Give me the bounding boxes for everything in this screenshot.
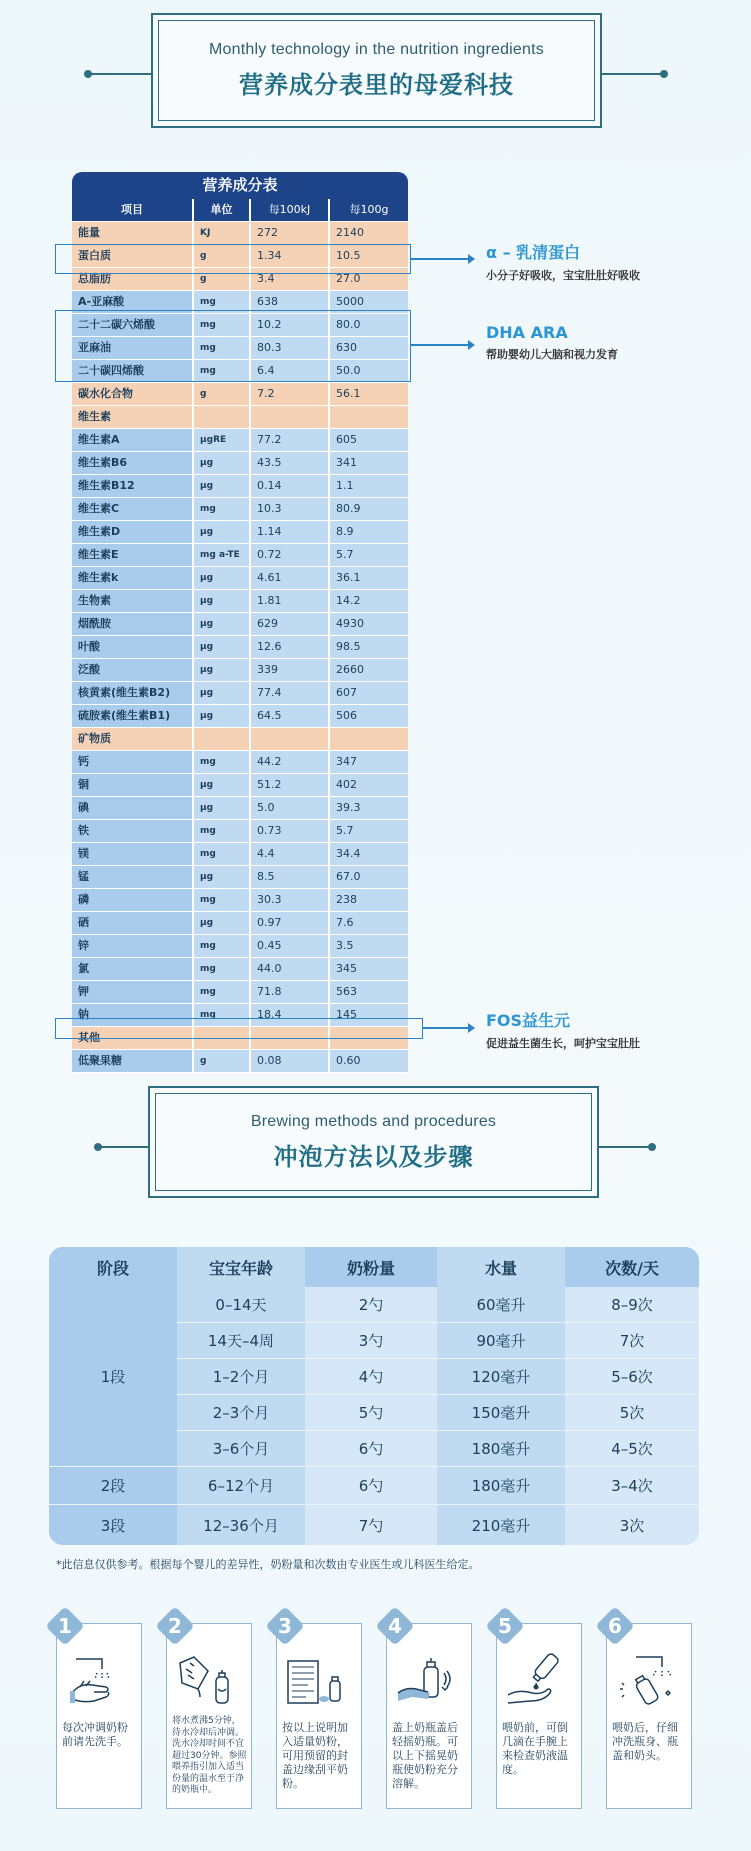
nutrient-name: 能量 bbox=[72, 222, 194, 244]
step-4 bbox=[378, 1613, 470, 1811]
nutrition-row bbox=[72, 636, 408, 659]
value-per-100g: 5000 bbox=[336, 295, 364, 308]
nutrient-unit: KJ bbox=[194, 222, 251, 244]
value-per-100g: 50.0 bbox=[336, 364, 361, 377]
nutrient-unit: mg bbox=[194, 889, 251, 911]
value-per-100kj: 18.4 bbox=[251, 1004, 330, 1026]
value-per-100kj bbox=[251, 406, 330, 428]
value-per-100g: 98.5 bbox=[336, 640, 361, 653]
step-text: 喂奶前，可倒几滴在手腕上来检查奶液温度。 bbox=[502, 1721, 568, 1776]
brew-age: 0–14天 bbox=[177, 1287, 305, 1323]
nutrient-name: 维生素C bbox=[72, 498, 194, 520]
step-number-badge: 4 bbox=[376, 1607, 414, 1645]
brew-powder: 7勺 bbox=[305, 1505, 437, 1545]
nutrient-unit: mg bbox=[194, 291, 251, 313]
brew-powder: 3勺 bbox=[305, 1323, 437, 1359]
nutrient-name: 维生素A bbox=[72, 429, 194, 451]
header-en-title: Brewing methods and procedures bbox=[250, 1112, 497, 1130]
value-per-100g: 238 bbox=[336, 893, 357, 906]
nutrition-row bbox=[72, 406, 408, 429]
nutrient-name: 氯 bbox=[72, 958, 194, 980]
nutrition-row bbox=[72, 590, 408, 613]
value-per-100g: 36.1 bbox=[336, 571, 361, 584]
nutrition-row bbox=[72, 866, 408, 889]
brew-stage-3: 3段 bbox=[49, 1505, 177, 1545]
step-6 bbox=[598, 1613, 690, 1811]
step-card bbox=[606, 1623, 692, 1809]
step-text: 喂奶后，仔细冲洗瓶身、瓶盖和奶头。 bbox=[612, 1721, 678, 1762]
nutrient-name: 低聚果糖 bbox=[72, 1050, 194, 1072]
brew-stage-1: 1段 bbox=[49, 1287, 177, 1467]
nutrient-name: 硫胺素(维生素B1) bbox=[72, 705, 194, 727]
header-line-right bbox=[596, 1146, 651, 1148]
value-per-100g: 34.4 bbox=[336, 847, 361, 860]
value-per-100g bbox=[330, 728, 408, 750]
value-per-100g: 56.1 bbox=[336, 387, 361, 400]
nutrient-name: 泛酸 bbox=[72, 659, 194, 681]
highlight-fos bbox=[55, 1018, 423, 1039]
value-per-100kj: 339 bbox=[251, 659, 330, 681]
annotation-desc: 小分子好吸收，宝宝肚肚好吸收 bbox=[486, 269, 640, 282]
step-number-badge: 6 bbox=[596, 1607, 634, 1645]
nutrition-table-header bbox=[72, 199, 408, 222]
nutrient-unit: μg bbox=[194, 866, 251, 888]
value-per-100g: 347 bbox=[336, 755, 357, 768]
value-per-100kj: 0.73 bbox=[251, 820, 330, 842]
value-per-100kj: 44.0 bbox=[251, 958, 330, 980]
nutrition-row bbox=[72, 705, 408, 728]
brew-times: 4–5次 bbox=[565, 1431, 699, 1467]
nutrition-row bbox=[72, 774, 408, 797]
nutrient-unit: g bbox=[194, 268, 251, 290]
nutrition-row bbox=[72, 820, 408, 843]
value-per-100kj: 51.2 bbox=[251, 774, 330, 796]
brew-water: 210毫升 bbox=[437, 1505, 565, 1545]
value-per-100kj: 77.2 bbox=[251, 429, 330, 451]
nutrient-name: 核黄素(维生素B2) bbox=[72, 682, 194, 704]
header-line-left bbox=[87, 73, 152, 75]
nutrient-name: 二十碳四烯酸 bbox=[72, 360, 194, 382]
nutrient-unit: μg bbox=[194, 567, 251, 589]
value-per-100kj: 1.81 bbox=[251, 590, 330, 612]
value-per-100kj: 64.5 bbox=[251, 705, 330, 727]
value-per-100g: 7.6 bbox=[336, 916, 354, 929]
value-per-100kj: 10.3 bbox=[251, 498, 330, 520]
brewing-table bbox=[49, 1247, 699, 1545]
value-per-100g: 10.5 bbox=[336, 249, 361, 262]
nutrition-row bbox=[72, 429, 408, 452]
value-per-100g: 80.0 bbox=[336, 318, 361, 331]
step-card bbox=[56, 1623, 142, 1809]
brew-age: 6–12个月 bbox=[177, 1467, 305, 1505]
value-per-100kj: 272 bbox=[251, 222, 330, 244]
value-per-100g: 5.7 bbox=[336, 824, 354, 837]
header-dot-right bbox=[660, 70, 668, 78]
value-per-100kj: 77.4 bbox=[251, 682, 330, 704]
header-dot-left bbox=[94, 1143, 102, 1151]
nutrient-unit: mg bbox=[194, 498, 251, 520]
nutrient-name: 镁 bbox=[72, 843, 194, 865]
nutrition-row bbox=[72, 222, 408, 245]
annotation-title: FOS益生元 bbox=[486, 1011, 571, 1030]
brew-header-stage: 阶段 bbox=[49, 1247, 177, 1287]
value-per-100kj: 43.5 bbox=[251, 452, 330, 474]
annotation-title: α – 乳清蛋白 bbox=[486, 243, 581, 262]
arrow-protein bbox=[411, 258, 473, 260]
col-header-unit: 单位 bbox=[194, 199, 251, 221]
step-number-badge: 2 bbox=[156, 1607, 194, 1645]
nutrient-name: 维生素k bbox=[72, 567, 194, 589]
shake-bottle-icon bbox=[396, 1653, 456, 1709]
nutrient-name: 锌 bbox=[72, 935, 194, 957]
value-per-100g: 14.2 bbox=[336, 594, 361, 607]
value-per-100g: 4930 bbox=[336, 617, 364, 630]
value-per-100kj: 44.2 bbox=[251, 751, 330, 773]
nutrient-name: 蛋白质 bbox=[72, 245, 194, 267]
brew-water: 120毫升 bbox=[437, 1359, 565, 1395]
step-3 bbox=[268, 1613, 360, 1811]
nutrition-row bbox=[72, 981, 408, 1004]
nutrient-name: 维生素 bbox=[72, 406, 194, 428]
nutrient-name: 碳水化合物 bbox=[72, 383, 194, 405]
annotation-protein bbox=[486, 240, 640, 283]
brew-times: 7次 bbox=[565, 1323, 699, 1359]
scoop-powder-icon bbox=[286, 1653, 346, 1709]
nutrient-unit: μg bbox=[194, 774, 251, 796]
nutrient-unit: μg bbox=[194, 659, 251, 681]
value-per-100g: 8.9 bbox=[336, 525, 354, 538]
brew-age: 3–6个月 bbox=[177, 1431, 305, 1467]
section-header-nutrition bbox=[151, 13, 602, 128]
brewing-note: *此信息仅供参考。根据每个婴儿的差异性，奶粉量和次数由专业医生或儿科医生给定。 bbox=[56, 1558, 480, 1571]
value-per-100g: 402 bbox=[336, 778, 357, 791]
header-cn-title: 冲泡方法以及步骤 bbox=[273, 1142, 474, 1171]
nutrient-unit: mg bbox=[194, 1004, 251, 1026]
annotation-fos bbox=[486, 1008, 640, 1051]
value-per-100kj: 638 bbox=[251, 291, 330, 313]
nutrition-row bbox=[72, 498, 408, 521]
brew-water: 60毫升 bbox=[437, 1287, 565, 1323]
nutrient-name: 维生素B12 bbox=[72, 475, 194, 497]
nutrition-row bbox=[72, 567, 408, 590]
nutrient-unit: mg bbox=[194, 314, 251, 336]
value-per-100kj bbox=[251, 728, 330, 750]
nutrient-name: 维生素D bbox=[72, 521, 194, 543]
value-per-100g: 605 bbox=[336, 433, 357, 446]
value-per-100g: 563 bbox=[336, 985, 357, 998]
nutrient-unit bbox=[194, 406, 251, 428]
nutrient-unit: μg bbox=[194, 682, 251, 704]
brew-times: 5–6次 bbox=[565, 1359, 699, 1395]
nutrient-unit: μg bbox=[194, 613, 251, 635]
arrow-dha-ara bbox=[411, 344, 473, 346]
value-per-100kj: 71.8 bbox=[251, 981, 330, 1003]
header-dot-right bbox=[648, 1143, 656, 1151]
value-per-100kj: 6.4 bbox=[251, 360, 330, 382]
value-per-100g: 630 bbox=[336, 341, 357, 354]
brew-powder: 2勺 bbox=[305, 1287, 437, 1323]
nutrient-unit: μg bbox=[194, 452, 251, 474]
hand-wash-icon bbox=[66, 1653, 126, 1709]
annotation-dha-ara bbox=[486, 323, 618, 362]
nutrient-unit: μg bbox=[194, 590, 251, 612]
value-per-100kj: 30.3 bbox=[251, 889, 330, 911]
value-per-100kj: 80.3 bbox=[251, 337, 330, 359]
nutrient-unit: g bbox=[194, 383, 251, 405]
annotation-desc: 帮助婴幼儿大脑和视力发育 bbox=[486, 348, 618, 361]
nutrition-row bbox=[72, 544, 408, 567]
nutrient-unit: mg bbox=[194, 751, 251, 773]
nutrient-unit: mg bbox=[194, 820, 251, 842]
value-per-100kj: 4.4 bbox=[251, 843, 330, 865]
nutrient-unit: mg bbox=[194, 935, 251, 957]
nutrient-unit: g bbox=[194, 245, 251, 267]
step-text: 盖上奶瓶盖后轻摇奶瓶。可以上下摇晃奶瓶使奶粉充分溶解。 bbox=[392, 1721, 458, 1790]
brew-powder: 5勺 bbox=[305, 1395, 437, 1431]
value-per-100g: 0.60 bbox=[336, 1054, 361, 1067]
arrow-fos bbox=[423, 1027, 473, 1029]
step-number-badge: 1 bbox=[46, 1607, 84, 1645]
brew-powder: 6勺 bbox=[305, 1431, 437, 1467]
value-per-100g: 5.7 bbox=[336, 548, 354, 561]
nutrition-row bbox=[72, 935, 408, 958]
nutrient-name: 锰 bbox=[72, 866, 194, 888]
brew-powder: 4勺 bbox=[305, 1359, 437, 1395]
value-per-100g: 341 bbox=[336, 456, 357, 469]
nutrient-unit: μg bbox=[194, 912, 251, 934]
kettle-bottle-icon bbox=[176, 1653, 236, 1709]
value-per-100kj: 0.97 bbox=[251, 912, 330, 934]
nutrition-row bbox=[72, 728, 408, 751]
brew-age: 12–36个月 bbox=[177, 1505, 305, 1545]
brew-age: 14天–4周 bbox=[177, 1323, 305, 1359]
col-header-item: 项目 bbox=[72, 199, 194, 221]
nutrient-unit: μg bbox=[194, 475, 251, 497]
nutrition-row bbox=[72, 958, 408, 981]
value-per-100kj: 5.0 bbox=[251, 797, 330, 819]
nutrient-unit: mg bbox=[194, 958, 251, 980]
brew-water: 180毫升 bbox=[437, 1431, 565, 1467]
value-per-100g: 506 bbox=[336, 709, 357, 722]
brew-times: 8–9次 bbox=[565, 1287, 699, 1323]
nutrition-row bbox=[72, 383, 408, 406]
nutrition-row bbox=[72, 797, 408, 820]
nutrient-name: 钙 bbox=[72, 751, 194, 773]
nutrition-row bbox=[72, 889, 408, 912]
brew-header-age: 宝宝年龄 bbox=[177, 1247, 305, 1287]
brew-stage-2: 2段 bbox=[49, 1467, 177, 1505]
nutrient-name: 维生素B6 bbox=[72, 452, 194, 474]
value-per-100kj: 12.6 bbox=[251, 636, 330, 658]
nutrient-name: 钠 bbox=[72, 1004, 194, 1026]
header-line-left bbox=[97, 1146, 152, 1148]
step-1 bbox=[48, 1613, 140, 1811]
step-number-badge: 3 bbox=[266, 1607, 304, 1645]
brew-water: 150毫升 bbox=[437, 1395, 565, 1431]
nutrition-row bbox=[72, 659, 408, 682]
nutrient-name: 烟酰胺 bbox=[72, 613, 194, 635]
value-per-100g: 27.0 bbox=[336, 272, 361, 285]
nutrient-unit: g bbox=[194, 1050, 251, 1072]
brew-water: 90毫升 bbox=[437, 1323, 565, 1359]
col-header-per-g: 每100g bbox=[349, 203, 389, 216]
brew-age: 2–3个月 bbox=[177, 1395, 305, 1431]
nutrition-row bbox=[72, 613, 408, 636]
nutrition-row bbox=[72, 1050, 408, 1073]
nutrient-name: 碘 bbox=[72, 797, 194, 819]
nutrition-row bbox=[72, 475, 408, 498]
header-dot-left bbox=[84, 70, 92, 78]
brew-header-times: 次数/天 bbox=[565, 1247, 699, 1287]
nutrient-unit: μg bbox=[194, 797, 251, 819]
brew-header-water: 水量 bbox=[437, 1247, 565, 1287]
value-per-100g bbox=[330, 406, 408, 428]
header-line-right bbox=[601, 73, 663, 75]
section-header-brewing bbox=[148, 1086, 599, 1198]
header-cn-title: 营养成分表里的母爱科技 bbox=[239, 71, 514, 99]
nutrient-unit: μg bbox=[194, 705, 251, 727]
nutrient-name: 其他 bbox=[72, 1027, 194, 1049]
step-text: 每次冲调奶粉前请先洗手。 bbox=[62, 1721, 128, 1748]
value-per-100kj: 0.14 bbox=[251, 475, 330, 497]
highlight-protein bbox=[55, 244, 411, 274]
annotation-desc: 促进益生菌生长，呵护宝宝肚肚 bbox=[486, 1037, 640, 1050]
value-per-100g: 145 bbox=[336, 1008, 357, 1021]
nutrient-unit: mg bbox=[194, 337, 251, 359]
header-en-title: Monthly technology in the nutrition ingredients bbox=[209, 41, 544, 58]
brew-age: 1–2个月 bbox=[177, 1359, 305, 1395]
nutrient-unit: mg a-TE bbox=[194, 544, 251, 566]
value-per-100kj: 3.4 bbox=[251, 268, 330, 290]
brew-times: 3–4次 bbox=[565, 1467, 699, 1505]
value-per-100g: 39.3 bbox=[336, 801, 361, 814]
value-per-100kj: 0.45 bbox=[251, 935, 330, 957]
nutrient-name: 硒 bbox=[72, 912, 194, 934]
value-per-100kj: 0.72 bbox=[251, 544, 330, 566]
value-per-100g: 67.0 bbox=[336, 870, 361, 883]
step-number-badge: 5 bbox=[486, 1607, 524, 1645]
nutrition-row bbox=[72, 521, 408, 544]
nutrient-name: 钾 bbox=[72, 981, 194, 1003]
nutrition-row bbox=[72, 843, 408, 866]
nutrient-unit: mg bbox=[194, 843, 251, 865]
value-per-100g: 2140 bbox=[336, 226, 364, 239]
nutrient-name: A-亚麻酸 bbox=[72, 291, 194, 313]
value-per-100g: 3.5 bbox=[336, 939, 354, 952]
highlight-dha-ara bbox=[55, 310, 411, 382]
nutrition-row bbox=[72, 452, 408, 475]
nutrient-name: 生物素 bbox=[72, 590, 194, 612]
brew-times: 3次 bbox=[565, 1505, 699, 1545]
nutrient-name: 铁 bbox=[72, 820, 194, 842]
col-header-per-kj: 每100kJ bbox=[251, 199, 330, 221]
nutrient-name: 亚麻油 bbox=[72, 337, 194, 359]
rinse-bottle-icon bbox=[616, 1653, 676, 1709]
step-5 bbox=[488, 1613, 580, 1811]
wrist-test-icon bbox=[506, 1653, 566, 1709]
value-per-100kj: 1.34 bbox=[251, 245, 330, 267]
value-per-100kj: 10.2 bbox=[251, 314, 330, 336]
step-text: 将水煮沸5分钟，待水冷却后冲调。洗水冷却时间不宜超过30分钟。参照喂养指引加入适当份量的温水至于净的奶瓶中。 bbox=[172, 1716, 247, 1795]
nutrient-unit: μg bbox=[194, 636, 251, 658]
step-2 bbox=[158, 1613, 250, 1811]
nutrient-unit: mg bbox=[194, 981, 251, 1003]
nutrient-unit bbox=[194, 728, 251, 750]
nutrition-row bbox=[72, 751, 408, 774]
nutrient-name: 铜 bbox=[72, 774, 194, 796]
nutrient-name: 二十二碳六烯酸 bbox=[72, 314, 194, 336]
nutrient-name: 总脂肪 bbox=[72, 268, 194, 290]
value-per-100kj: 629 bbox=[251, 613, 330, 635]
brew-water: 180毫升 bbox=[437, 1467, 565, 1505]
step-text: 按以上说明加入适量奶粉，可用预留的封盖边缘刮平奶粉。 bbox=[282, 1721, 348, 1790]
value-per-100g: 2660 bbox=[336, 663, 364, 676]
nutrition-table bbox=[72, 172, 408, 1073]
brew-times: 5次 bbox=[565, 1395, 699, 1431]
nutrient-unit: mg bbox=[194, 360, 251, 382]
nutrient-name: 叶酸 bbox=[72, 636, 194, 658]
brew-powder: 6勺 bbox=[305, 1467, 437, 1505]
step-card bbox=[496, 1623, 582, 1809]
nutrition-row bbox=[72, 682, 408, 705]
annotation-title: DHA ARA bbox=[486, 323, 568, 342]
value-per-100kj: 0.08 bbox=[251, 1050, 330, 1072]
value-per-100kj: 8.5 bbox=[251, 866, 330, 888]
nutrient-name: 磷 bbox=[72, 889, 194, 911]
value-per-100g: 607 bbox=[336, 686, 357, 699]
nutrition-row bbox=[72, 912, 408, 935]
nutrient-name: 维生素E bbox=[72, 544, 194, 566]
value-per-100g: 1.1 bbox=[336, 479, 354, 492]
brew-header-powder: 奶粉量 bbox=[305, 1247, 437, 1287]
nutrient-unit: μgRE bbox=[194, 429, 251, 451]
value-per-100kj: 1.14 bbox=[251, 521, 330, 543]
value-per-100kj: 4.61 bbox=[251, 567, 330, 589]
nutrient-name: 矿物质 bbox=[72, 728, 194, 750]
value-per-100g: 80.9 bbox=[336, 502, 361, 515]
value-per-100g: 345 bbox=[336, 962, 357, 975]
nutrient-unit: μg bbox=[194, 521, 251, 543]
value-per-100kj: 7.2 bbox=[251, 383, 330, 405]
nutrition-table-title: 营养成分表 bbox=[72, 172, 408, 199]
